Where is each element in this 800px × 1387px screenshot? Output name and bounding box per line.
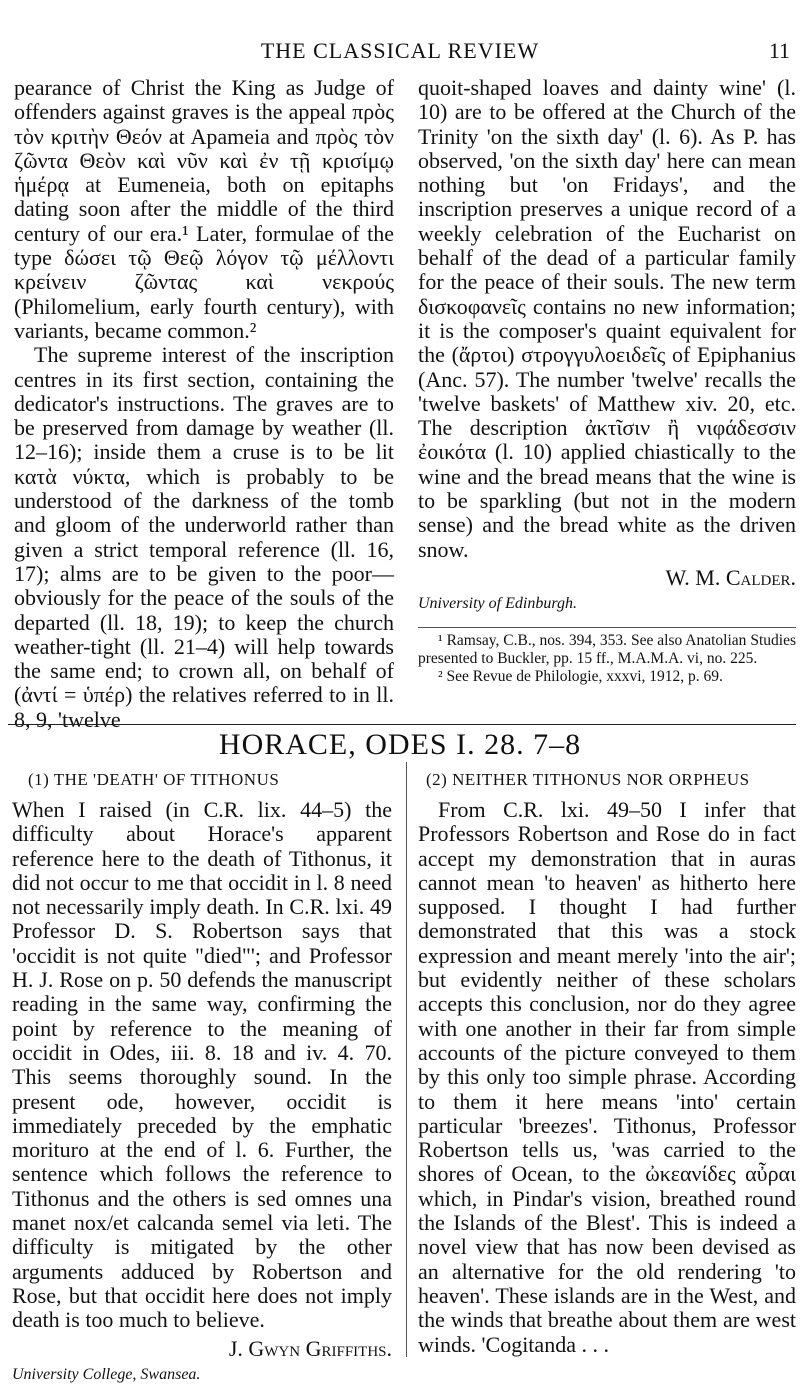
upper-left-column [14, 76, 394, 732]
paragraph-continued: pearance of Christ the King as Judge of offenders against graves is the appeal πρὸς τὸν κριτὴν Θεόν at Apameia and πρὸς τὸν ζῶντα Θεὸν καὶ νῦν καὶ ἐν τῇ κρισίμῳ ἡμέρᾳ at Eumeneia, both on epitaphs dating soon after the middle of the third century of our era.¹ Later, formulae of the type δώσει τῷ Θεῷ λόγον τῷ μέλλοντι κρείνειν ζῶντας καὶ νεκρούς (Philomelium, early fourth century), with variants, became common.² [14, 75, 394, 343]
author-signature-griffiths: J. Gwyn Griffiths. [228, 1335, 392, 1361]
footnote-1: ¹ Ramsay, C.B., nos. 394, 353. See also Anatolian Studies presented to Buckler, pp. 15 ff., M.A.M.A. vi, no. 225. [418, 631, 796, 667]
paragraph-griffiths: When I raised (in C.R. lix. 44–5) the difficulty about Horace's apparent reference here to the death of Tithonus, it did not occur to me that occidit in l. 8 need not necessarily imply death. In C.R. lxi. 49 Professor D. S. Robertson says that 'occidit is not quite "died"'; and Professor H. J. Rose on p. 50 defends the manuscript reading in the same way, confirming the point by reference to the meaning of occidit in Odes, iii. 8. 18 and iv. 4. 70. This seems thoroughly sound. In the present ode, however, occidit is immediately preceded by the emphatic morituro at the end of l. 6. Further, the sentence which follows the reference to Tithonus and the others is sed omnes una manet nox/et calcanda semel via leti. The difficulty is mitigated by the other arguments adduced by Robertson and Rose, but that occidit here does not imply death is too much to believe. [12, 797, 392, 1333]
section-divider [8, 724, 796, 725]
upper-right-column [418, 76, 796, 686]
page-number: 11 [768, 38, 790, 63]
footnote-2: ² See Revue de Philologie, xxxvi, 1912, p. 69. [438, 667, 723, 685]
author-signature-calder: W. M. Calder. [665, 564, 796, 590]
paragraph-supreme-interest: The supreme interest of the inscription centres in its first section, containing the dedicator's instructions. The graves are to be preserved from damage by weather (ll. 12–16); inside them a cruse is to be lit κατὰ νύκτα, which is probably to be understood of the darkness of the tomb and gloom of the underworld rather than given a strict temporal reference (ll. 16, 17); alms are to be given to the poor—obviously for the peace of the souls of the departed (ll. 18, 19); to keep the church weather-tight (ll. 21–4) will help towards the same end; to crown all, on behalf of (ἀντί = ὑπέρ) the relatives referred to in ll. 8, 9, 'twelve [14, 342, 394, 732]
lower-right-column [418, 798, 796, 1357]
section-heading-orpheus: (2) NEITHER TITHONUS NOR ORPHEUS [426, 770, 750, 789]
footnote-divider [418, 627, 796, 628]
author-affiliation-edinburgh: University of Edinburgh. [418, 595, 577, 613]
paragraph-continued-right: quoit-shaped loaves and dainty wine' (l. 10) are to be offered at the Church of the Trinity 'on the sixth day' (l. 6). As P. has observed, 'on the sixth day' here can mean nothing but 'on Fridays', and the inscription preserves a unique record of a weekly celebration of the Eucharist on behalf of the dead of a particular family for the peace of their souls. The new term δισκοφανεῖς contains no new information; it is the composer's quaint equivalent for the (ἄρτοι) στρογγυλοειδεῖς of Epiphanius (Anc. 57). The number 'twelve' recalls the 'twelve baskets' of Matthew xiv. 20, etc. The description ἀκτῖσιν ἢ νιφάδεσσιν ἐοικότα (l. 10) applied chiastically to the wine and the bread means that the wine is to be sparkling (but not in the modern sense) and the bread white as the driven snow. [418, 75, 796, 562]
lower-left-column [12, 798, 392, 1387]
article-title: HORACE, ODES I. 28. 7–8 [218, 728, 582, 761]
journal-title: THE CLASSICAL REVIEW [260, 38, 540, 63]
section-heading-tithonus: (1) THE 'DEATH' OF TITHONUS [28, 770, 280, 789]
running-head [0, 38, 800, 72]
author-affiliation-swansea: University College, Swansea. [12, 1365, 201, 1383]
column-divider [406, 762, 407, 1357]
paragraph-neither-tithonus: From C.R. lxi. 49–50 I infer that Professors Robertson and Rose do in fact accept my demonstration that in auras cannot mean 'to heaven' as hitherto here supposed. I thought I had further demonstrated that this was a stock expression and meant merely 'into the air'; but evidently neither of these scholars accepts this conclusion, nor do they agree with one another in their far from simple accounts of the picture conveyed to them by this only too simple phrase. According to them it here means 'into' certain particular 'breezes'. Tithonus, Professor Robertson tells us, 'was carried to the shores of Ocean, to the ὠκεανίδες αὖραι which, in Pindar's vision, breathed round the Islands of the Blest'. This is indeed a novel view that has now been devised as an alternative for the old rendering 'to heaven'. These islands are in the West, and the winds that breathe about them are west winds. 'Cogitanda . . . [418, 797, 796, 1357]
